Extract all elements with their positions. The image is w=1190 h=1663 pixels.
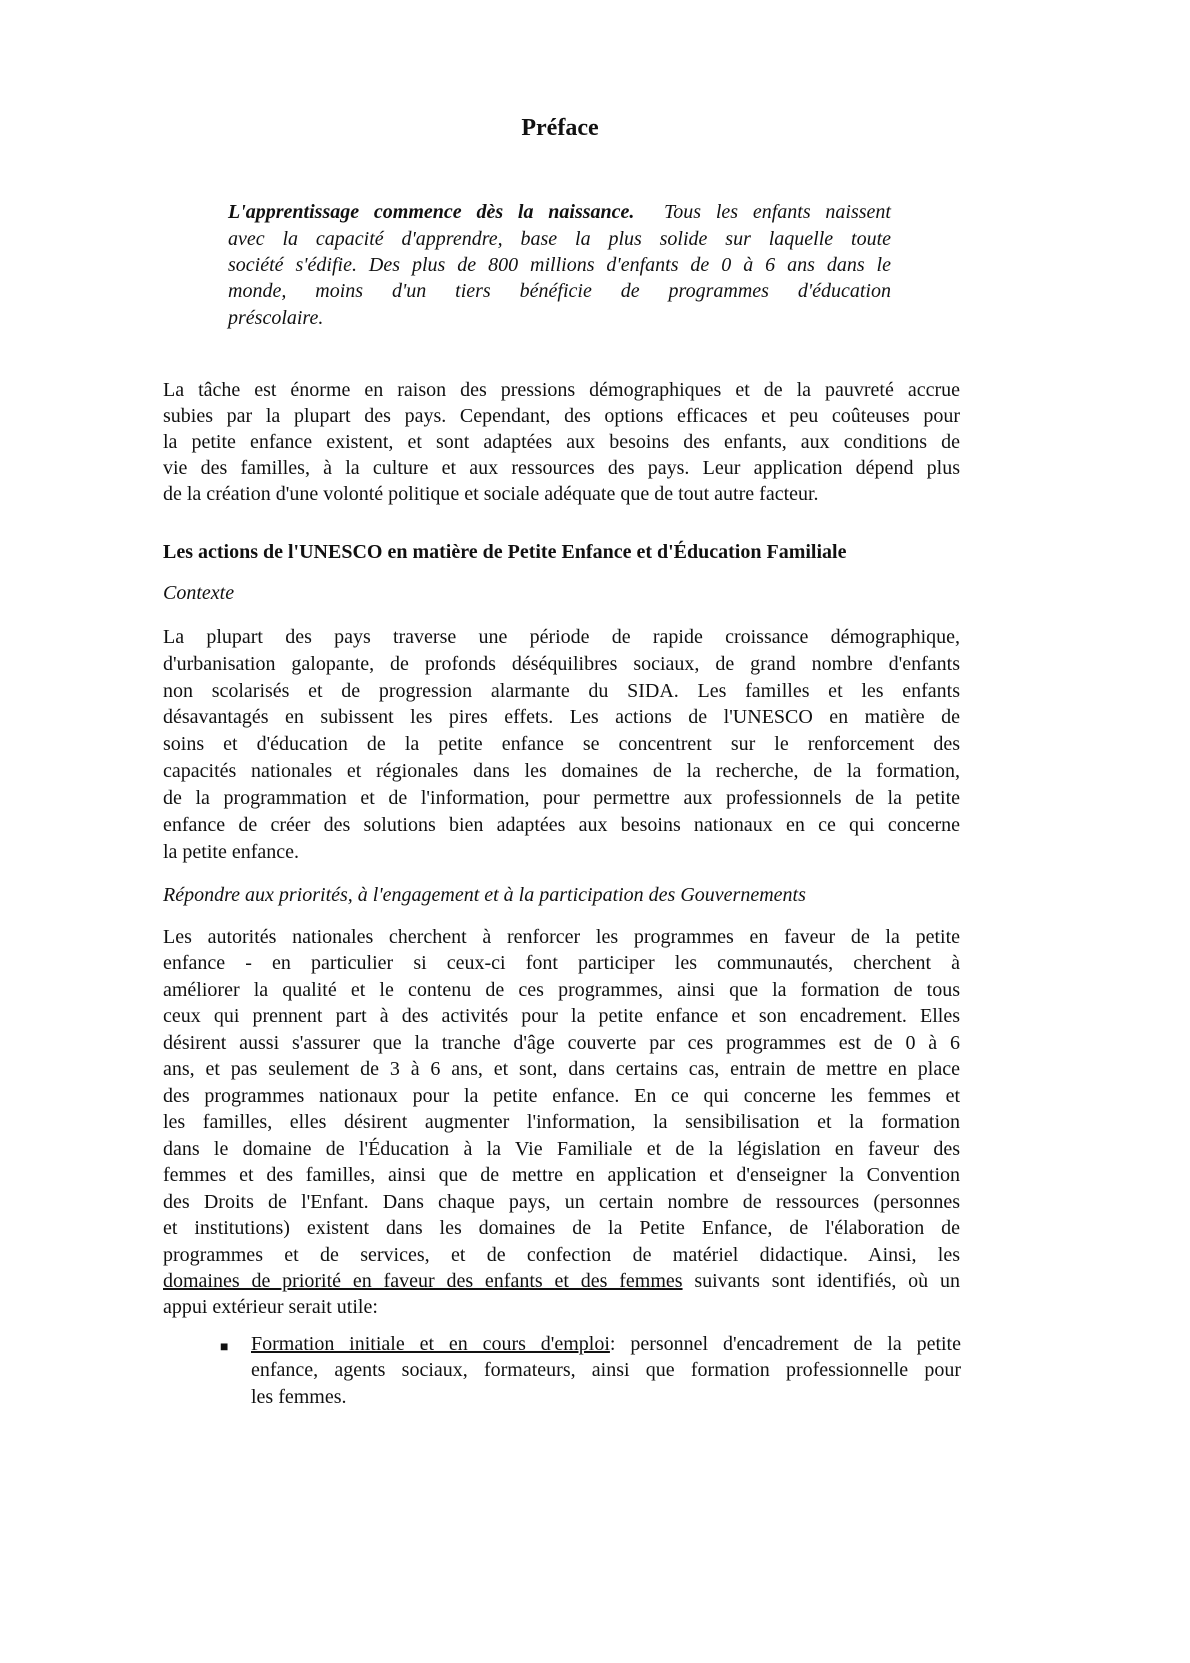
text-line: dans le domaine de l'Éducation à la Vie Familiale et de la législation en faveur des [163,1138,960,1160]
text-line: Les autorités nationales cherchent à renforcer les programmes en faveur de la petite [163,926,960,948]
text-line: La tâche est énorme en raison des pressions démographiques et de la pauvreté accrue [163,379,960,401]
text-span: : personnel d'encadrement de la petite [609,1333,961,1355]
list-item-line: enfance, agents sociaux, formateurs, ainsi que formation professionnelle pour [251,1359,961,1381]
text-line: enfance de créer des solutions bien adaptées aux besoins nationaux en ce qui concerne [163,814,960,836]
text-line: femmes et des familles, ainsi que de mettre en application et d'enseigner la Convention [163,1164,960,1186]
text-line: des programmes nationaux pour la petite enfance. En ce qui concerne les femmes et [163,1085,960,1107]
text-line: désavantagés en subissent les pires effets. Les actions de l'UNESCO en matière de [163,706,960,728]
text-span: suivants sont identifiés, où un [694,1270,960,1292]
quote-line [228,200,891,224]
underlined-phrase: domaines de priorité en faveur des enfants et des femmes [163,1270,683,1292]
quote-line: avec la capacité d'apprendre, base la plus solide sur laquelle toute [228,228,891,250]
text-line: désirent aussi s'assurer que la tranche d'âge couverte par ces programmes est de 0 à 6 [163,1032,960,1054]
text-line: de la programmation et de l'information, pour permettre aux professionnels de la petite [163,787,960,809]
bullet-icon: ■ [220,1340,229,1355]
bullet-label: Formation initiale et en cours d'emploi [251,1333,610,1355]
subheading-contexte: Contexte [163,582,235,604]
list-item-line: les femmes. [251,1386,347,1408]
text-line: de la création d'une volonté politique et sociale adéquate que de tout autre facteur. [163,483,819,505]
page-title: Préface [521,115,599,141]
text-line: la petite enfance. [163,841,300,863]
quote-line: monde, moins d'un tiers bénéficie de programmes d'éducation [228,280,891,302]
text-line: appui extérieur serait utile: [163,1296,378,1318]
text-line: enfance - en particulier si ceux-ci font participer les communautés, cherchent à [163,952,960,974]
text-line: la petite enfance existent, et sont adaptées aux besoins des enfants, aux conditions de [163,431,960,453]
section-heading: Les actions de l'UNESCO en matière de Petite Enfance et d'Éducation Familiale [163,541,847,563]
text-line: améliorer la qualité et le contenu de ces programmes, ainsi que la formation de tous [163,979,960,1001]
text-line: ceux qui prennent part à des activités pour la petite enfance et son encadrement. Elles [163,1005,960,1027]
text-line: d'urbanisation galopante, de profonds déséquilibres sociaux, de grand nombre d'enfants [163,653,960,675]
text-line: des Droits de l'Enfant. Dans chaque pays, un certain nombre de ressources (personnes [163,1191,960,1213]
text-line: soins et d'éducation de la petite enfance se concentrent sur le renforcement des [163,733,960,755]
text-line [163,1269,960,1293]
text-line: La plupart des pays traverse une période de rapide croissance démographique, [163,626,960,648]
text-line: les familles, elles désirent augmenter l'information, la sensibilisation et la formation [163,1111,960,1133]
text-line: et institutions) existent dans les domaines de la Petite Enfance, de l'élaboration de [163,1217,960,1239]
text-line: ans, et pas seulement de 3 à 6 ans, et sont, dans certains cas, entrain de mettre en place [163,1058,960,1080]
subheading-gouvernements: Répondre aux priorités, à l'engagement et à la participation des Gouvernements [163,884,806,906]
text-line: programmes et de services, et de confection de matériel didactique. Ainsi, les [163,1244,960,1266]
quote-line: société s'édifie. Des plus de 800 millions d'enfants de 0 à 6 ans dans le [228,254,891,276]
text-line: subies par la plupart des pays. Cependant, des options efficaces et peu coûteuses pour [163,405,960,427]
quote-lead: L'apprentissage commence dès la naissance. [228,201,635,223]
text-line: non scolarisés et de progression alarmante du SIDA. Les familles et les enfants [163,680,960,702]
quote-line: préscolaire. [228,307,324,329]
quote-text: Tous les enfants naissent [663,201,891,223]
text-line: vie des familles, à la culture et aux ressources des pays. Leur application dépend plus [163,457,960,479]
list-item-line [251,1332,961,1356]
text-line: capacités nationales et régionales dans les domaines de la recherche, de la formation, [163,760,960,782]
